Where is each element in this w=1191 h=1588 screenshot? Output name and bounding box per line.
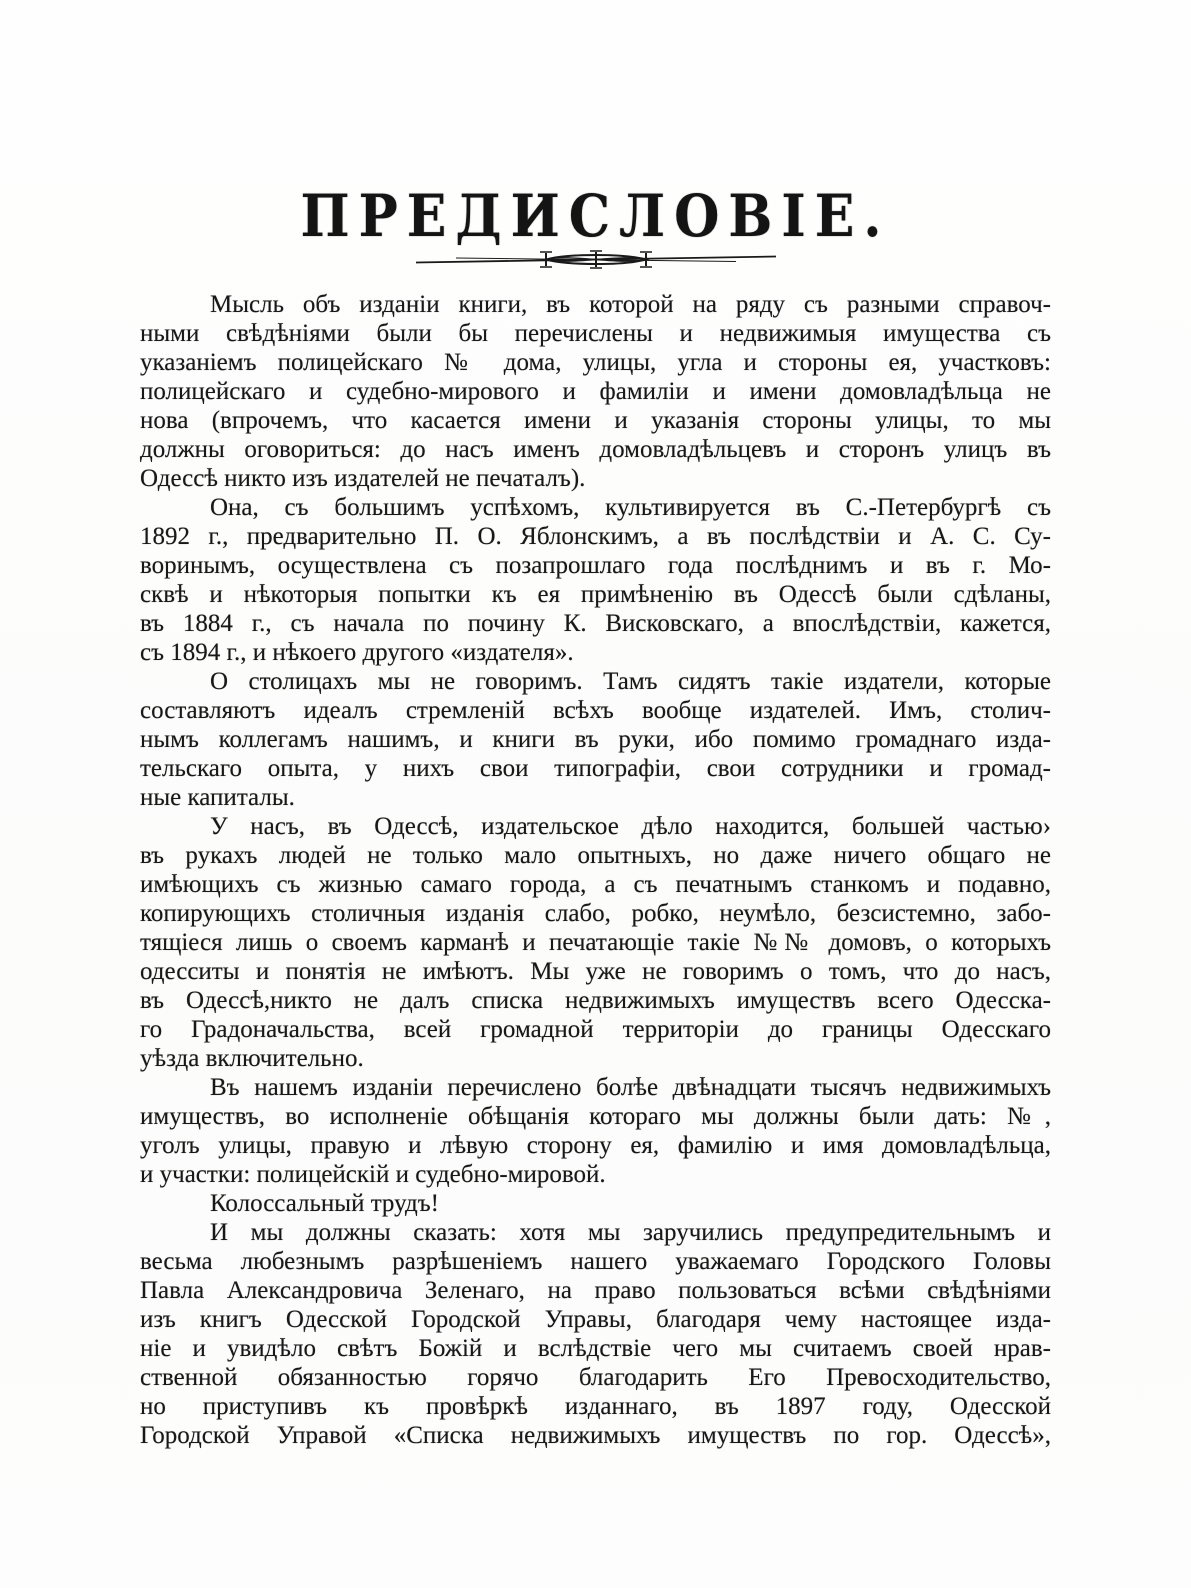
text-block bbox=[140, 290, 1051, 1450]
text-line: въ Одессѣ,никто не далъ списка недвижимыхъ имуществъ всего Одесска- bbox=[140, 987, 1051, 1014]
text-line: изъ книгъ Одесской Городской Управы, благодаря чему настоящее изда- bbox=[140, 1306, 1051, 1333]
text-line: 1892 г., предварительно П. О. Яблонскимъ, а въ послѣдствіи и А. С. Су- bbox=[140, 523, 1051, 550]
crossed-rule-ornament-icon bbox=[416, 246, 776, 279]
text-line: въ 1884 г., съ начала по почину К. Висковскаго, а впослѣдствіи, кажется, bbox=[140, 610, 1051, 637]
page-title: ПРЕДИСЛОВІЕ. bbox=[300, 182, 891, 251]
text-line: ные капиталы. bbox=[140, 784, 295, 811]
text-line: уголъ улицы, правую и лѣвую сторону ея, фамилію и имя домовладѣльца, bbox=[140, 1132, 1051, 1159]
text-line: имуществъ, во исполненіе обѣщанія котораго мы должны были дать: №, bbox=[140, 1103, 1051, 1130]
paragraph bbox=[140, 290, 1051, 493]
text-line: указаніемъ полицейскаго № дома, улицы, угла и стороны ея, участковъ: bbox=[140, 349, 1051, 376]
text-line: нымъ коллегамъ нашимъ, и книги въ руки, ибо помимо громаднаго изда- bbox=[140, 726, 1051, 753]
text-line: Въ нашемъ изданіи перечислено болѣе двѣнадцати тысячъ недвижимыхъ bbox=[210, 1074, 1051, 1101]
paragraph bbox=[140, 1218, 1051, 1450]
text-line: нова (впрочемъ, что касается имени и указанія стороны улицы, то мы bbox=[140, 407, 1051, 434]
text-line: Она, съ большимъ успѣхомъ, культивируется въ С.-Петербургѣ съ bbox=[210, 494, 1051, 521]
text-line: го Градоначальства, всей громадной территоріи до границы Одесскаго bbox=[140, 1016, 1051, 1043]
paragraph bbox=[140, 812, 1051, 1073]
text-line: тящіеся лишь о своемъ карманѣ и печатающіе такіе №№ домовъ, о которыхъ bbox=[140, 929, 1051, 956]
text-line: должны оговориться: до насъ именъ домовладѣльцевъ и сторонъ улицъ въ bbox=[140, 436, 1051, 463]
text-line: Мысль объ изданіи книги, въ которой на ряду съ разными справоч- bbox=[210, 291, 1051, 318]
text-line: уѣзда включительно. bbox=[140, 1045, 364, 1072]
text-line: Павла Александровича Зеленаго, на право пользоваться всѣми свѣдѣніями bbox=[140, 1277, 1051, 1304]
text-line: и участки: полицейскій и судебно-мировой. bbox=[140, 1161, 606, 1188]
text-line: ственной обязанностью горячо благодарить Его Превосходительство, bbox=[140, 1364, 1051, 1391]
paragraph bbox=[140, 1189, 1051, 1218]
text-line: съ 1894 г., и нѣкоего другого «издателя». bbox=[140, 639, 574, 666]
text-line: И мы должны сказать: хотя мы заручились предупредительнымъ и bbox=[210, 1219, 1051, 1246]
text-line: Колоссальный трудъ! bbox=[210, 1190, 439, 1217]
text-line: весьма любезнымъ разрѣшеніемъ нашего уважаемаго Городского Головы bbox=[140, 1248, 1051, 1275]
text-line: имѣющихъ съ жизнью самаго города, а съ печатнымъ станкомъ и подавно, bbox=[140, 871, 1051, 898]
paragraph bbox=[140, 667, 1051, 812]
ornament-divider bbox=[140, 246, 1051, 279]
text-line: тельскаго опыта, у нихъ свои типографіи, свои сотрудники и громад- bbox=[140, 755, 1051, 782]
text-line: ными свѣдѣніями были бы перечислены и недвижимыя имущества съ bbox=[140, 320, 1051, 347]
text-line: но приступивъ къ провѣркѣ изданнаго, въ 1897 году, Одесской bbox=[140, 1393, 1051, 1420]
paragraph bbox=[140, 1073, 1051, 1189]
text-line: одесситы и понятія не имѣютъ. Мы уже не говоримъ о томъ, что до насъ, bbox=[140, 958, 1051, 985]
text-line: ніе и увидѣло свѣтъ Божій и вслѣдствіе чего мы считаемъ своей нрав- bbox=[140, 1335, 1051, 1362]
text-line: полицейскаго и судебно-мирового и фамиліи и имени домовладѣльца не bbox=[140, 378, 1051, 405]
paragraph bbox=[140, 493, 1051, 667]
text-line: У насъ, въ Одессѣ, издательское дѣло находится, большей частью› bbox=[210, 813, 1051, 840]
text-line: О столицахъ мы не говоримъ. Тамъ сидятъ такіе издатели, которые bbox=[210, 668, 1051, 695]
text-line: Одессѣ никто изъ издателей не печаталъ). bbox=[140, 465, 586, 492]
text-line: Городской Управой «Списка недвижимыхъ имуществъ по гор. Одессѣ», bbox=[140, 1422, 1051, 1449]
text-line: сквѣ и нѣкоторыя попытки къ ея примѣненію въ Одессѣ были сдѣланы, bbox=[140, 581, 1051, 608]
text-line: составляютъ идеалъ стремленій всѣхъ вообще издателей. Имъ, столич- bbox=[140, 697, 1051, 724]
text-line: въ рукахъ людей не только мало опытныхъ, но даже ничего общаго не bbox=[140, 842, 1051, 869]
text-line: копирующихъ столичныя изданія слабо, робко, неумѣло, безсистемно, забо- bbox=[140, 900, 1051, 927]
text-line: воринымъ, осуществлена съ позапрошлаго года послѣднимъ и въ г. Мо- bbox=[140, 552, 1051, 579]
